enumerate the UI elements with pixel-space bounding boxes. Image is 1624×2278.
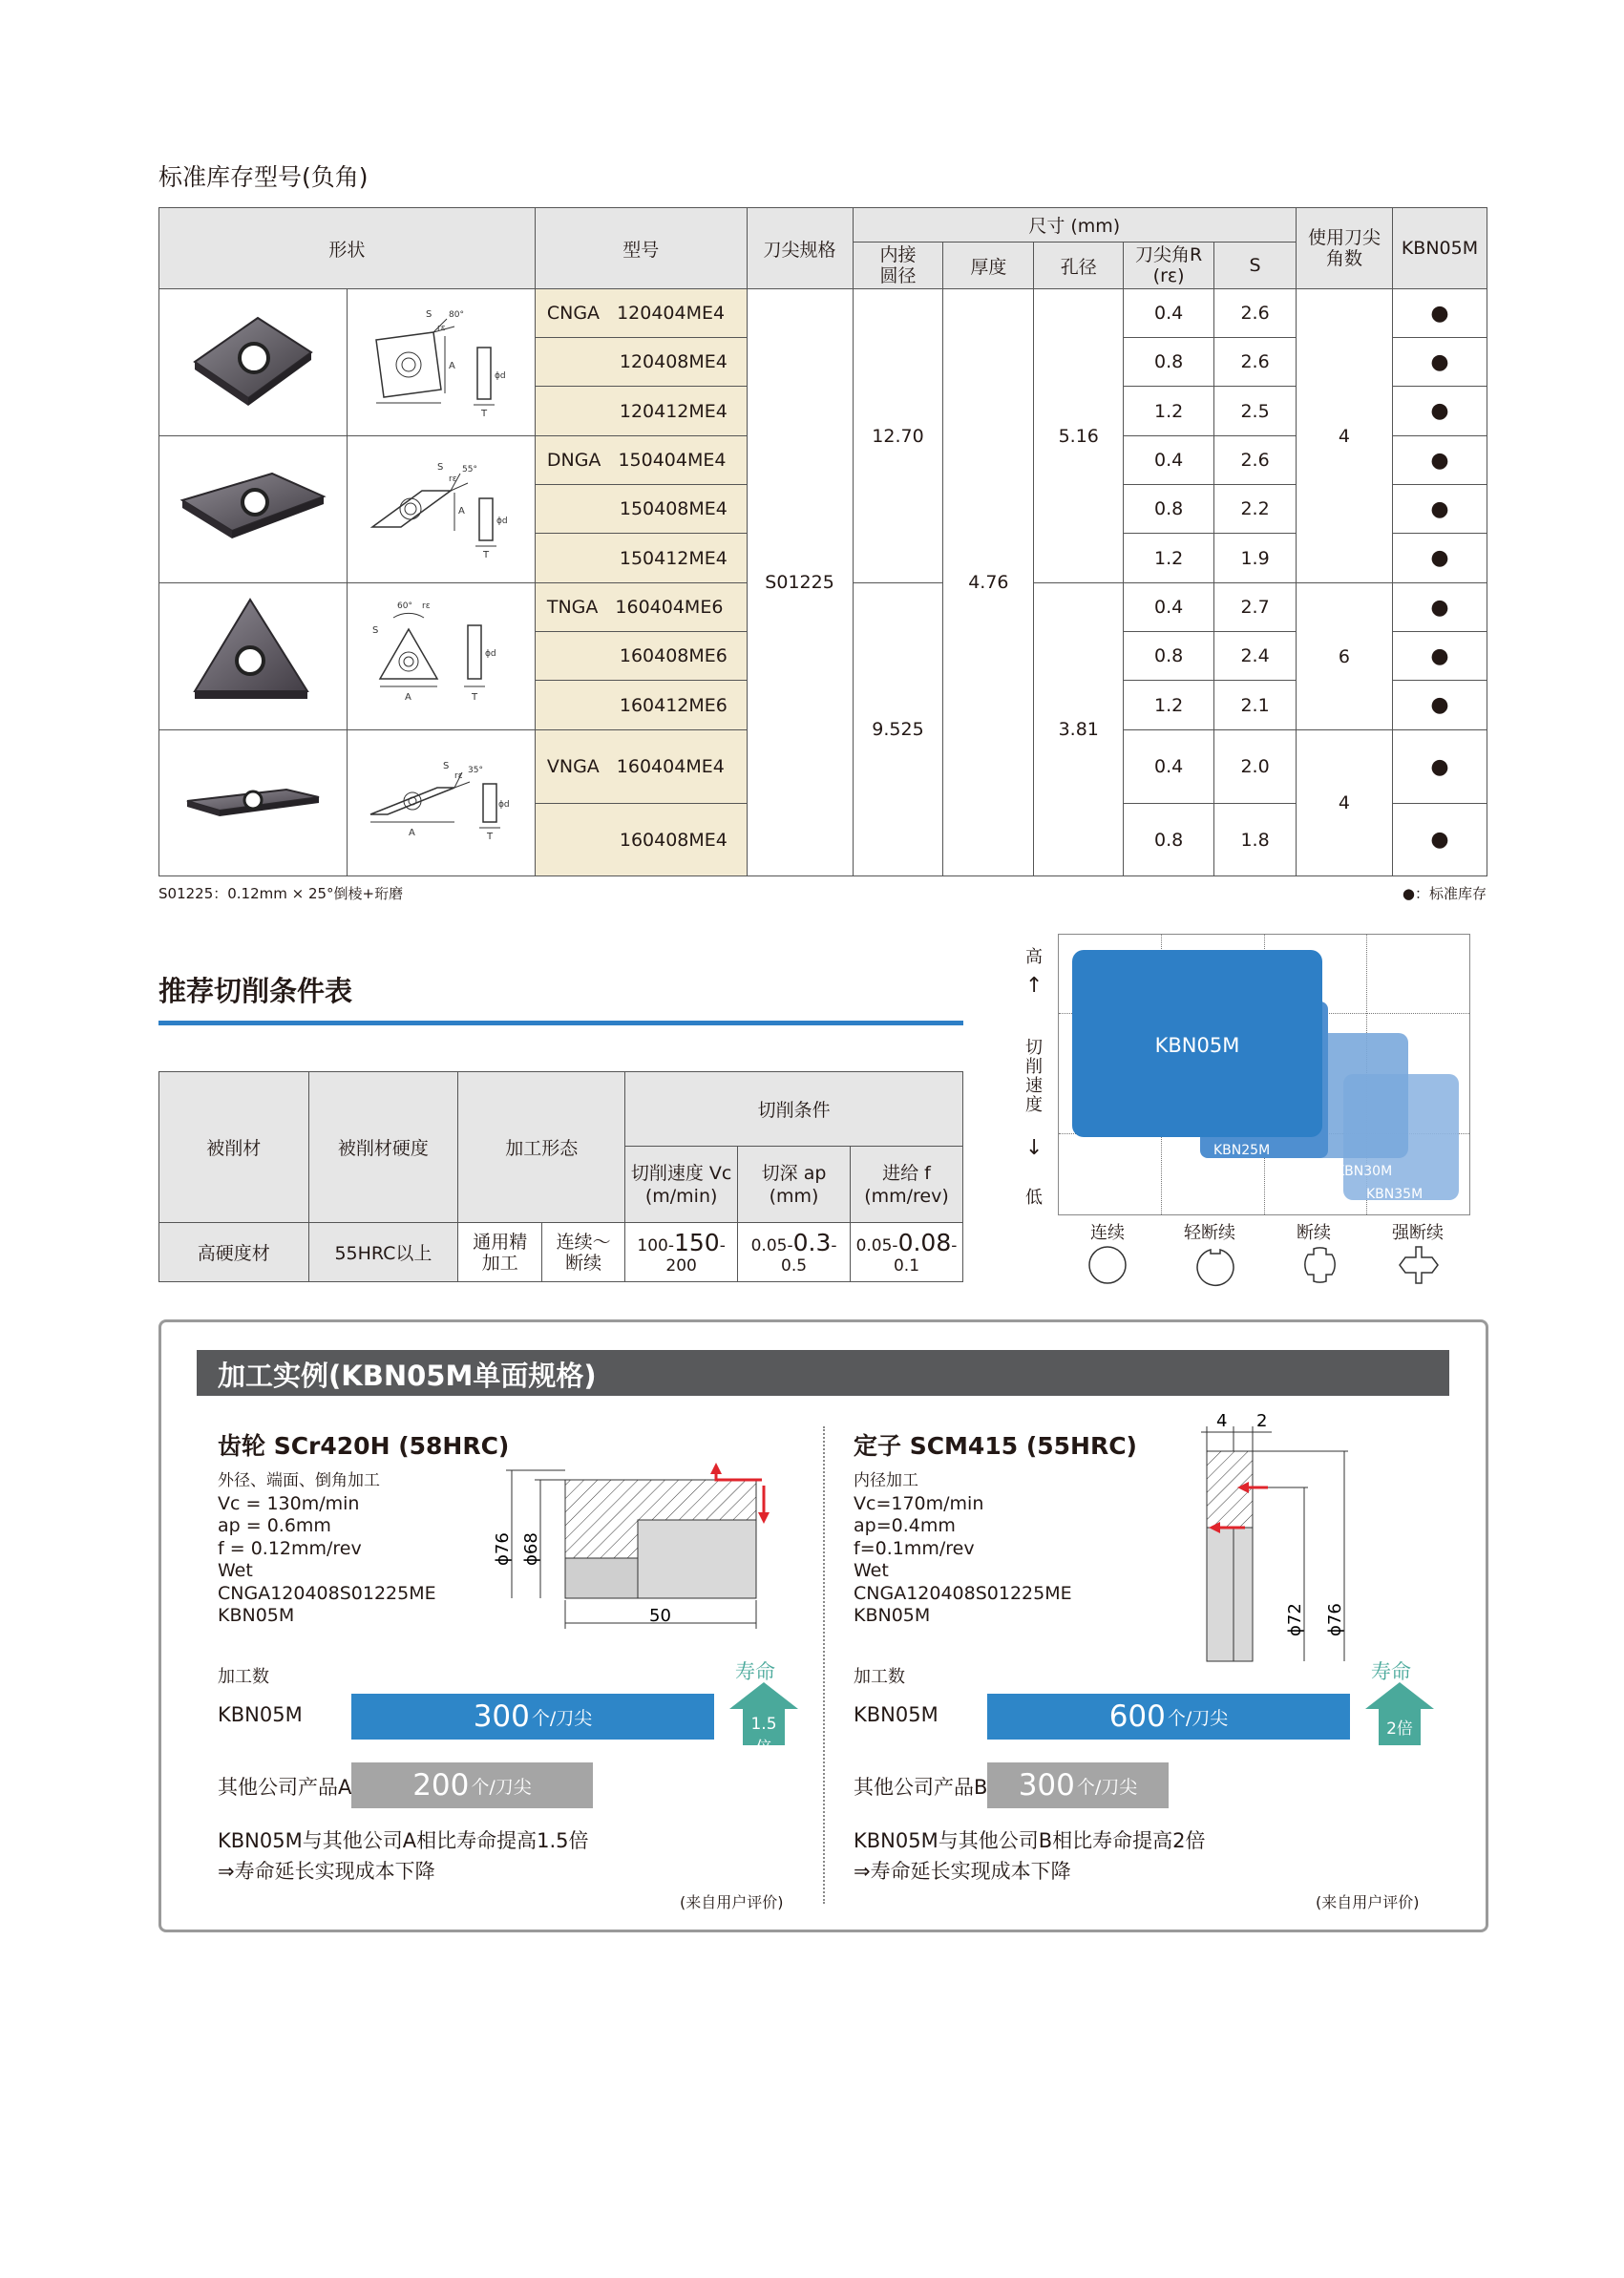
right-heading: 定子 SCM415 (55HRC): [854, 1432, 1137, 1460]
stock-mark: ●: [1392, 387, 1487, 436]
s-value: 2.5: [1214, 387, 1297, 436]
s-value: 2.0: [1214, 730, 1297, 804]
nose-radius-value: 0.8: [1124, 804, 1214, 876]
material-value: 高硬度材: [159, 1223, 309, 1282]
model-number: 160404ME4: [616, 756, 725, 777]
s-value: 2.6: [1214, 436, 1297, 485]
vnga-insert-image: [181, 753, 325, 849]
hole-value: 3.81: [1034, 583, 1124, 876]
grade-map-frame: [1058, 934, 1470, 1215]
left-source: (来自用户评价): [680, 1893, 784, 1911]
model-number: 150404ME4: [618, 450, 727, 471]
drawing-label-re: rε: [453, 770, 463, 781]
dim-width-2: 2: [1256, 1411, 1268, 1431]
condition-line: Wet: [854, 1560, 889, 1581]
insert-photo-cnga: [159, 289, 348, 436]
stock-mark: ●: [1392, 289, 1487, 338]
stock-mark: ●: [1392, 632, 1487, 681]
model-prefix: CNGA: [546, 303, 601, 324]
stock-mark: ●: [1392, 681, 1487, 730]
nose-radius-value: 1.2: [1124, 387, 1214, 436]
grade-map-y-arrow-up: ↑: [1025, 974, 1044, 998]
right-conclusion: KBN05M与其他公司B相比寿命提高2倍: [854, 1829, 1206, 1852]
grade-map-y-arrow-down: ↓: [1025, 1136, 1044, 1160]
drawing-label-t: T: [471, 692, 477, 703]
right-life-label: 寿命: [1371, 1660, 1411, 1683]
model-number: 120412ME4: [619, 400, 728, 422]
grade-area-kbn30m: [1315, 1033, 1408, 1158]
model-cell: [535, 485, 747, 534]
s-value: 2.2: [1214, 485, 1297, 534]
grade-label-kbn05m: KBN05M: [1154, 1034, 1240, 1057]
stock-mark: ●: [1392, 730, 1487, 804]
grade-map-x-label-heavy-interrupted: 强断续: [1392, 1223, 1444, 1243]
header-feed: 进给 f (mm/rev): [850, 1147, 962, 1223]
condition-line: f=0.1mm/rev: [854, 1537, 975, 1559]
right-ours-label: KBN05M: [854, 1703, 939, 1726]
dim-length: 50: [649, 1606, 671, 1626]
drawing-label-t: T: [480, 409, 487, 419]
nose-radius-value: 0.8: [1124, 485, 1214, 534]
condition-line: ap = 0.6mm: [218, 1515, 331, 1536]
left-ours-bar: 300 个/刀尖: [351, 1694, 714, 1740]
condition-line: ap=0.4mm: [854, 1515, 956, 1536]
stock-legend: ●：标准库存: [1402, 885, 1487, 902]
s-value: 2.6: [1214, 338, 1297, 387]
s-value: 1.9: [1214, 534, 1297, 583]
nose-radius-value: 0.4: [1124, 583, 1214, 632]
model-number: 150412ME4: [619, 547, 728, 569]
corners-value: 4: [1297, 289, 1393, 583]
drawing-label-angle: 35°: [467, 765, 483, 775]
interrupted-icon: [1305, 1248, 1335, 1282]
nose-radius-value: 1.2: [1124, 534, 1214, 583]
condition-line: Wet: [218, 1560, 253, 1581]
left-competitor-label: 其他公司产品A: [218, 1776, 352, 1799]
condition-line: Vc=170m/min: [854, 1492, 984, 1514]
dim-d68: ϕ68: [521, 1532, 541, 1566]
right-count-label: 加工数: [854, 1667, 905, 1687]
model-prefix: VNGA: [546, 756, 600, 777]
header-tip-spec: 刀尖规格: [747, 208, 853, 289]
left-conclusion: KBN05M与其他公司A相比寿命提高1.5倍: [218, 1829, 589, 1852]
stock-mark: ●: [1392, 485, 1487, 534]
header-thickness: 厚度: [943, 243, 1034, 289]
inscribed-circle-value: 9.525: [853, 583, 943, 876]
header-dimensions: 尺寸 (mm): [853, 208, 1296, 243]
light-interrupted-icon: [1197, 1250, 1234, 1285]
left-count-label: 加工数: [218, 1667, 269, 1687]
right-ours-bar: 600 个/刀尖: [987, 1694, 1350, 1740]
model-number: 150408ME4: [619, 498, 728, 519]
drawing-label-a: A: [457, 506, 465, 517]
right-conclusion-2: ⇒寿命延长实现成本下降: [854, 1860, 1071, 1883]
left-life-label: 寿命: [735, 1660, 775, 1683]
header-grade: KBN05M: [1392, 208, 1487, 289]
model-cell: [535, 583, 747, 632]
dim-d72: ϕ72: [1285, 1603, 1305, 1636]
grade-label-kbn30m: KBN30M: [1336, 1164, 1393, 1179]
left-conclusion-2: ⇒寿命延长实现成本下降: [218, 1860, 435, 1883]
model-prefix: DNGA: [546, 450, 601, 471]
inventory-title: 标准库存型号(负角): [158, 163, 369, 191]
drawing-label-angle: 60°: [396, 601, 412, 611]
nose-radius-value: 0.8: [1124, 338, 1214, 387]
left-life-ratio: 1.5倍: [750, 1715, 777, 1758]
header-model: 型号: [535, 208, 747, 289]
tnga-drawing: [355, 587, 527, 721]
nose-radius-value: 0.4: [1124, 730, 1214, 804]
model-cell: [535, 804, 747, 876]
model-number: 160408ME6: [619, 645, 728, 666]
header-usable-corners: 使用刀尖角数: [1297, 208, 1393, 289]
model-cell: [535, 632, 747, 681]
drawing-label-angle: 80°: [448, 310, 464, 320]
grade-label-kbn35m: KBN35M: [1366, 1187, 1424, 1202]
nose-radius-value: 0.8: [1124, 632, 1214, 681]
header-form: 加工形态: [458, 1072, 625, 1223]
grade-label-kbn25m: KBN25M: [1213, 1143, 1271, 1158]
tip-spec-value: S01225: [747, 289, 853, 876]
cutting-table: [158, 1071, 963, 1282]
model-cell: [535, 338, 747, 387]
inscribed-circle-value: 12.70: [853, 289, 943, 583]
drawing-label-d: ϕd: [494, 371, 506, 381]
example-divider: [823, 1426, 825, 1904]
header-material: 被削材: [159, 1072, 309, 1223]
cnga-insert-image: [181, 303, 325, 417]
corners-value: 6: [1297, 583, 1393, 730]
grade-map-y-label: 切削速度: [1025, 1038, 1043, 1115]
drawing-label-s: S: [436, 462, 444, 473]
drawing-label-a: A: [404, 692, 411, 703]
drawing-dnga: [347, 436, 535, 583]
header-hardness: 被削材硬度: [308, 1072, 458, 1223]
condition-line: f = 0.12mm/rev: [218, 1537, 362, 1559]
model-cell: [535, 289, 747, 338]
model-cell: [535, 387, 747, 436]
nose-radius-value: 0.4: [1124, 436, 1214, 485]
nose-radius-value: 1.2: [1124, 681, 1214, 730]
insert-photo-tnga: [159, 583, 348, 730]
example-title: 加工实例(KBN05M单面规格): [218, 1360, 597, 1392]
grade-map-x-label-continuous: 连续: [1090, 1223, 1125, 1243]
hole-value: 5.16: [1034, 289, 1124, 583]
workpiece-icons: [1079, 1241, 1480, 1289]
s-value: 2.4: [1214, 632, 1297, 681]
stock-mark: ●: [1392, 534, 1487, 583]
gear-drawing: [477, 1451, 792, 1642]
speed-value: 100-150-200: [625, 1223, 738, 1282]
s-value: 2.1: [1214, 681, 1297, 730]
model-number: 120408ME4: [619, 351, 728, 372]
grade-map-x-label-light-interrupted: 轻断续: [1184, 1223, 1235, 1243]
drawing-label-s: S: [371, 625, 379, 636]
right-life-ratio: 2倍: [1386, 1719, 1413, 1739]
left-competitor-bar: 200 个/刀尖: [351, 1762, 593, 1808]
model-cell: [535, 436, 747, 485]
drawing-label-t: T: [486, 831, 493, 842]
stock-mark: ●: [1392, 338, 1487, 387]
header-depth: 切深 ap (mm): [738, 1147, 851, 1223]
dim-d76: ϕ76: [1325, 1603, 1345, 1636]
form-b: 连续～断续: [542, 1223, 625, 1282]
right-conditions: [854, 1470, 1072, 1628]
vnga-drawing: [355, 744, 527, 858]
model-prefix: TNGA: [546, 597, 599, 618]
model-number: 120404ME4: [617, 303, 726, 324]
condition-line: KBN05M: [218, 1605, 295, 1626]
form-a: 通用精加工: [458, 1223, 542, 1282]
header-s: S: [1214, 243, 1297, 289]
s-value: 1.8: [1214, 804, 1297, 876]
condition-line: CNGA120408S01225ME: [218, 1582, 436, 1604]
grade-map-x-label-interrupted: 断续: [1297, 1223, 1331, 1243]
header-inscribed-circle: 内接圆径: [853, 243, 943, 289]
left-heading: 齿轮 SCr420H (58HRC): [218, 1432, 510, 1460]
condition-line: 外径、端面、倒角加工: [218, 1471, 380, 1490]
drawing-label-a: A: [448, 361, 455, 371]
cnga-drawing: [355, 298, 527, 422]
drawing-cnga: [347, 289, 535, 436]
model-number: 160404ME6: [615, 597, 724, 618]
model-number: 160408ME4: [619, 829, 728, 851]
left-conditions: [218, 1470, 436, 1628]
nose-radius-value: 0.4: [1124, 289, 1214, 338]
insert-photo-dnga: [159, 436, 348, 583]
stator-drawing: [1193, 1411, 1384, 1680]
drawing-label-t: T: [482, 550, 489, 560]
condition-line: CNGA120408S01225ME: [854, 1582, 1072, 1604]
right-source: (来自用户评价): [1316, 1893, 1420, 1911]
right-competitor-label: 其他公司产品B: [854, 1776, 988, 1799]
dnga-drawing: [355, 445, 527, 569]
drawing-label-d: ϕd: [484, 649, 496, 659]
drawing-label-s: S: [442, 760, 450, 771]
cutting-title: 推荐切削条件表: [158, 975, 353, 1007]
drawing-label-angle: 55°: [461, 465, 477, 475]
header-conditions: 切削条件: [625, 1072, 963, 1147]
right-competitor-bar: 300 个/刀尖: [987, 1762, 1169, 1808]
drawing-label-re: rε: [436, 324, 446, 333]
condition-line: KBN05M: [854, 1605, 931, 1626]
header-hole-diameter: 孔径: [1034, 243, 1124, 289]
continuous-icon: [1089, 1247, 1126, 1283]
heavy-interrupted-icon: [1400, 1247, 1438, 1283]
hardness-value: 55HRC以上: [308, 1223, 458, 1282]
model-cell: [535, 730, 747, 804]
drawing-label-re: rε: [448, 475, 457, 484]
stock-mark: ●: [1392, 583, 1487, 632]
model-cell: [535, 681, 747, 730]
insert-photo-vnga: [159, 730, 348, 876]
feed-value: 0.05-0.08-0.1: [850, 1223, 962, 1282]
model-number: 160412ME6: [619, 694, 728, 716]
thickness-value: 4.76: [943, 289, 1034, 876]
header-nose-radius: 刀尖角R (rε): [1124, 243, 1214, 289]
tnga-insert-image: [181, 592, 325, 716]
inventory-table: [158, 207, 1487, 876]
dim-d76: ϕ76: [493, 1532, 513, 1566]
s-value: 2.7: [1214, 583, 1297, 632]
drawing-label-d: ϕd: [496, 517, 508, 526]
cutting-title-underline: [158, 1021, 963, 1025]
left-ours-label: KBN05M: [218, 1703, 303, 1726]
drawing-label-re: rε: [421, 601, 431, 611]
drawing-label-a: A: [408, 827, 415, 838]
stock-mark: ●: [1392, 436, 1487, 485]
grade-map-y-high: 高: [1025, 947, 1043, 967]
condition-line: Vc = 130m/min: [218, 1492, 360, 1514]
drawing-tnga: [347, 583, 535, 730]
condition-line: 内径加工: [854, 1471, 918, 1490]
dim-width-4: 4: [1216, 1411, 1228, 1431]
drawing-label-d: ϕd: [497, 799, 510, 810]
header-speed: 切削速度 Vc (m/min): [625, 1147, 738, 1223]
inventory-footnote: S01225：0.12mm × 25°倒棱+珩磨: [158, 885, 404, 902]
grade-map-y-low: 低: [1025, 1188, 1043, 1208]
s-value: 2.6: [1214, 289, 1297, 338]
stock-mark: ●: [1392, 804, 1487, 876]
header-shape: 形状: [159, 208, 536, 289]
drawing-vnga: [347, 730, 535, 876]
depth-value: 0.05-0.3-0.5: [738, 1223, 851, 1282]
dnga-insert-image: [177, 454, 329, 559]
corners-value: 4: [1297, 730, 1393, 876]
model-cell: [535, 534, 747, 583]
drawing-label-s: S: [425, 309, 432, 320]
